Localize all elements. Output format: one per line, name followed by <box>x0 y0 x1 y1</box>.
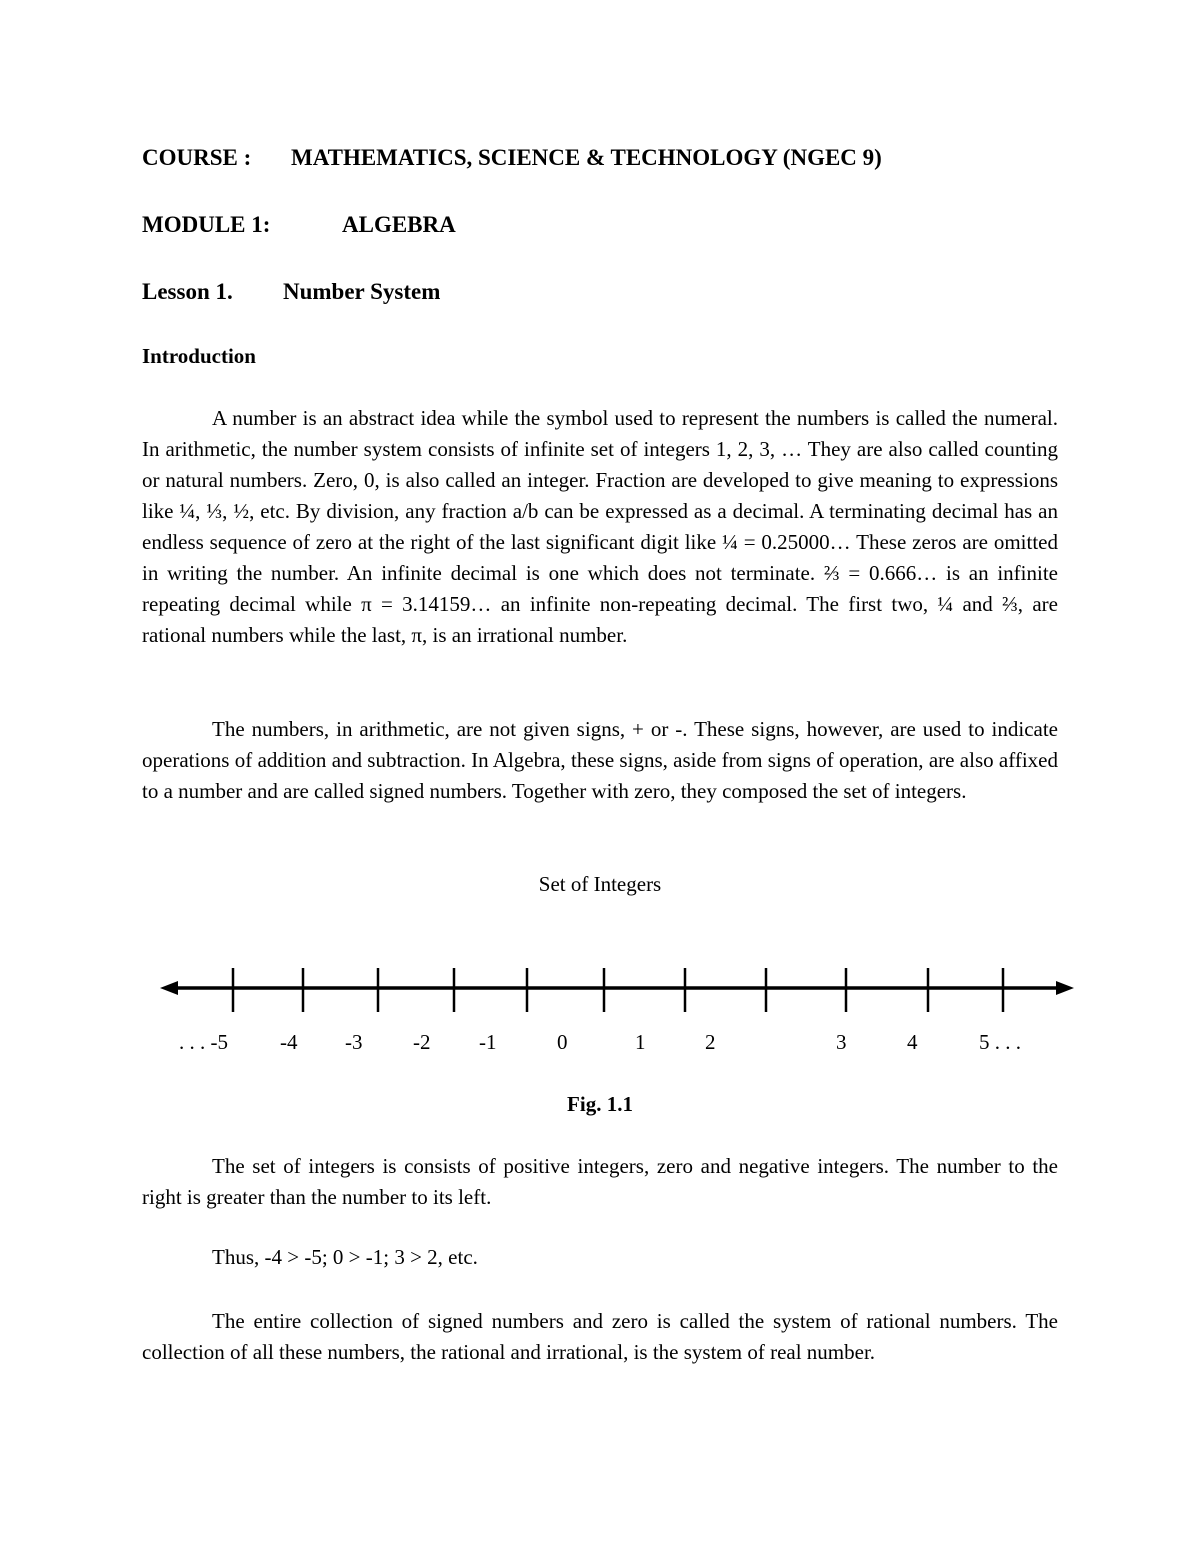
number-line-label: -4 <box>280 1030 298 1054</box>
module-label: MODULE 1: <box>142 212 271 237</box>
number-line-label: 2 <box>705 1030 716 1054</box>
lesson-title: Number System <box>283 279 441 304</box>
module-heading <box>142 212 456 238</box>
intro-paragraph-2: The numbers, in arithmetic, are not given signs, + or -. These signs, however, are used to indicate operations of addition and subtraction. In Algebra, these signs, aside from signs of operation, are also affixed to a number and are called signed numbers. Together with zero, they composed the set of integers. <box>142 717 1058 803</box>
number-line-label: 4 <box>907 1030 918 1054</box>
course-title: MATHEMATICS, SCIENCE & TECHNOLOGY (NGEC 9) <box>291 145 882 170</box>
lesson-heading <box>142 279 441 305</box>
left-arrow-icon <box>160 981 178 995</box>
number-line-label: -2 <box>413 1030 431 1054</box>
figure-title: Set of Integers <box>538 872 662 896</box>
figure-caption: Fig. 1.1 <box>567 1092 633 1116</box>
course-label: COURSE : <box>142 145 252 170</box>
module-title: ALGEBRA <box>342 212 456 237</box>
course-heading <box>142 145 882 171</box>
lesson-label: Lesson 1. <box>142 279 233 304</box>
number-line-label: 1 <box>635 1030 646 1054</box>
number-line-label: . . . -5 <box>179 1030 228 1054</box>
body-paragraph-1: The set of integers is consists of positive integers, zero and negative integers. The number to the right is greater than the number to its left. <box>142 1154 1058 1209</box>
introduction-heading: Introduction <box>142 344 256 368</box>
body-paragraph-2: The entire collection of signed numbers and zero is called the system of rational numbers. The collection of all these numbers, the rational and irrational, is the system of real number. <box>142 1309 1058 1364</box>
number-line-label: -1 <box>479 1030 497 1054</box>
number-line-label: 5 . . . <box>979 1030 1021 1054</box>
inequality-examples: Thus, -4 > -5; 0 > -1; 3 > 2, etc. <box>212 1245 478 1269</box>
number-line-label: 0 <box>557 1030 568 1054</box>
number-line-label: -3 <box>345 1030 363 1054</box>
number-line-label: 3 <box>836 1030 847 1054</box>
right-arrow-icon <box>1056 981 1074 995</box>
intro-paragraph-1: A number is an abstract idea while the symbol used to represent the numbers is called the numeral. In arithmetic, the number system consists of infinite set of integers 1, 2, 3, … They are also called counting or natural numbers. Zero, 0, is also called an integer. Fraction are developed to give meaning to expressions like ¼, ⅓, ½, etc. By division, any fraction a/b can be expressed as a decimal. A terminating decimal has an endless sequence of zero at the right of the last significant digit like ¼ = 0.25000… These zeros are omitted in writing the number. An infinite decimal is one which does not terminate. ⅔ = 0.666… is an infinite repeating decimal while π = 3.14159… an infinite non-repeating decimal. The first two, ¼ and ⅔, are rational numbers while the last, π, is an irrational number. <box>142 406 1058 647</box>
number-line <box>0 960 1200 1020</box>
number-line-ticks <box>233 968 1003 1012</box>
